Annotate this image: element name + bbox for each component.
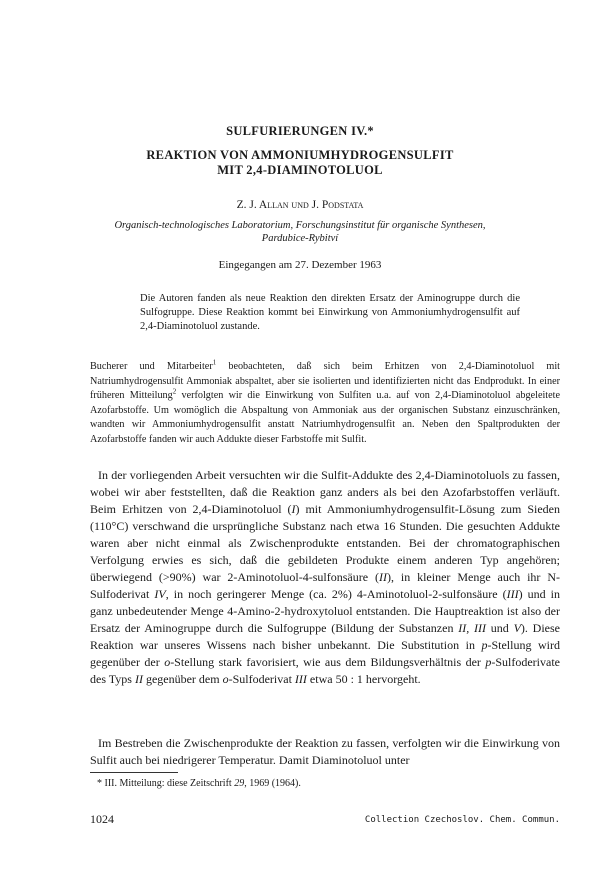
compound-ref: I <box>291 502 296 516</box>
position-ref: p <box>485 655 492 669</box>
affiliation-line-1: Organisch-technologisches Laboratorium, Forschungsinstitut für organische Synthesen, <box>114 220 486 231</box>
series-title: SULFURIERUNGEN IV.* <box>226 124 374 138</box>
affiliation <box>80 219 520 245</box>
body1-text: gegenüber dem <box>142 672 223 686</box>
body1-text: -Stellung stark favorisiert, wie aus dem Bildungsverhältnis der <box>170 655 486 669</box>
footnote-volume: 29 <box>234 778 245 789</box>
body1-text: etwa 50 : 1 hervorgeht. <box>306 672 421 686</box>
compound-ref: III <box>294 672 307 686</box>
position-ref: o <box>164 655 171 669</box>
footnote-rule <box>90 772 178 773</box>
body1-text: ) mit Ammoniumhydrogensulfit-Lösung zum Sieden (110°C) verschwand die ursprüngliche Substanz nach etwa 16 Stunden. Die gesuchten Addukte waren aber nicht einmal als Zwischenprodukte entstanden. Bei der chromatographischen Verfolgung erwies es sich, daß die gebildeten Produkte einem anderen Typ angehören; überwiegend (>90%) war 2-Aminotoluol-4-sulfonsäure ( <box>90 502 560 584</box>
compound-ref: II <box>378 570 387 584</box>
received-date: Eingegangen am 27. Dezember 1963 <box>218 259 382 271</box>
body1-text: ). Diese Reaktion war unseres Wissens nach bisher unbekannt. Die Substitution in <box>90 621 560 652</box>
body1-text: , in noch geringerer Menge (ca. 2%) 4-Aminotoluol-2-sulfonsäure ( <box>165 587 507 601</box>
affiliation-line-2: Pardubice-Rybitví <box>261 233 339 244</box>
abstract: Die Autoren fanden als neue Reaktion den direkten Ersatz der Aminogruppe durch die Sulfogruppe. Diese Reaktion kommt bei Einwirkung von Ammoniumhydrogensulfit auf 2,4-Diaminotoluol zustande. <box>140 293 520 332</box>
title-line-2: MIT 2,4-DIAMINOTOLUOL <box>217 163 383 177</box>
compound-ref: IV <box>154 587 166 601</box>
position-ref: o <box>222 672 229 686</box>
reference-2: 2 <box>172 387 177 396</box>
body1-text: ) und in ganz unbedeutender Menge 4-Amino-2-hydroxytoluol entstanden. Die Hauptreaktion ist also der Ersatz der Aminogruppe durch die Sulfogruppe (Bildung der Substanzen <box>90 587 561 635</box>
body1-text: In der vorliegenden Arbeit versuchten wir die Sulfit-Addukte des 2,4-Diaminotoluols zu fassen, wobei wir aber feststellten, daß die Reaktion ganz anders als bei den Azofarbstoffen verläuft. Beim Erhitzen von 2,4-Diaminotoluol ( <box>90 468 560 516</box>
body-paragraph-1 <box>90 467 560 688</box>
compound-ref: V <box>513 621 521 635</box>
authors: Z. J. Allan und J. Podstata <box>236 199 364 211</box>
body1-text: -Sulfoderivat <box>228 672 295 686</box>
body1-text: -Stellung wird gegenüber der <box>90 638 560 669</box>
compound-ref: III <box>506 587 519 601</box>
intro-paragraph <box>90 360 560 447</box>
body1-text: und <box>486 621 514 635</box>
title-line-1: REAKTION VON AMMONIUMHYDROGENSULFIT <box>146 148 454 162</box>
footnote-text: * III. Mitteilung: diese Zeitschrift <box>97 778 235 789</box>
body-paragraph-2: Im Bestreben die Zwischenprodukte der Reaktion zu fassen, verfolgten wir die Einwirkung von Sulfit auch bei niedrigerer Temperatur. Damit Diaminotoluol unter <box>90 736 560 767</box>
compound-ref: II, III <box>458 621 486 635</box>
footnote-text: , 1969 (1964). <box>244 778 301 789</box>
page-number: 1024 <box>90 812 114 826</box>
footnote <box>97 778 557 789</box>
compound-ref: II <box>134 672 143 686</box>
intro-text-c: verfolgten wir die Einwirkung von Sulfiten u.a. auf von 2,4-Diaminotoluol abgeleitete Azofarbstoffe. Um womöglich die Abspaltung von Ammoniak aus der organischen Substanz einzuschränken, wandten wir Ammoniumhydrogensulfit anstatt Natriumhydrogensulfit an. Neben den Spaltprodukten der Azofarbstoffe fanden wir auch Addukte dieser Farbstoffe mit Sulfit. <box>90 390 560 445</box>
paper-title <box>60 148 540 178</box>
reference-1: 1 <box>212 358 217 367</box>
journal-name: Collection Czechoslov. Chem. Commun. <box>364 815 560 825</box>
intro-text-b: beobachteten, daß sich beim Erhitzen von 2,4-Diaminotoluol mit Natriumhydrogensulfit Ammoniak abspaltet, aber sie isolierten und identifizierten nicht das Endprodukt. In einer früheren Mitteilung <box>90 361 560 401</box>
intro-text-a: Bucherer und Mitarbeiter <box>90 361 213 372</box>
position-ref: p <box>481 638 488 652</box>
body1-text: ), in kleiner Menge auch ihr N-Sulfoderivat <box>90 570 560 601</box>
body1-text: -Sulfoderivate des Typs <box>90 655 560 686</box>
